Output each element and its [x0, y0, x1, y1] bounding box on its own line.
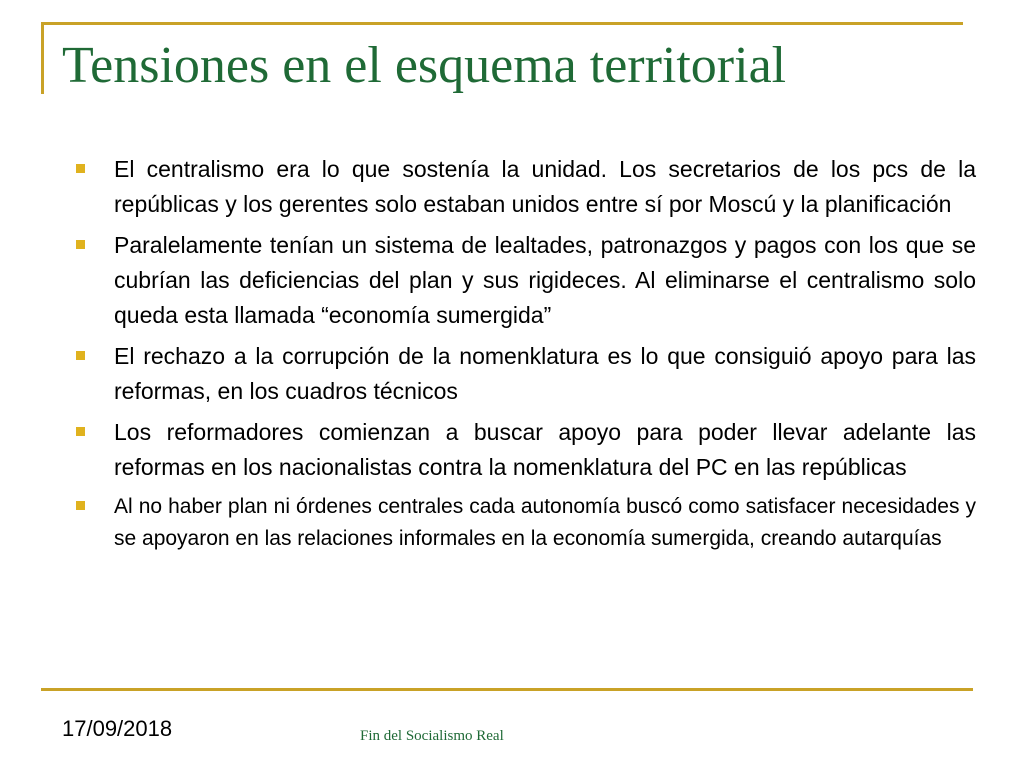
bullet-text: Los reformadores comienzan a buscar apoyo para poder llevar adelante las reformas en los nacionalistas contra la nomenklatura del PC en las repúblicas — [114, 419, 976, 480]
bullet-text: Paralelamente tenían un sistema de lealtades, patronazgos y pagos con los que se cubrían las deficiencias del plan y sus rigideces. Al eliminarse el centralismo solo queda esta llamada “economía sumergida” — [114, 232, 976, 328]
bullet-text: El centralismo era lo que sostenía la unidad. Los secretarios de los pcs de la repúblicas y los gerentes solo estaban unidos entre sí por Moscú y la planificación — [114, 156, 976, 217]
frame-bottom-line — [41, 688, 973, 691]
square-bullet-icon — [76, 164, 85, 173]
footer-title: Fin del Socialismo Real — [360, 728, 504, 744]
bullet-item — [74, 491, 976, 555]
square-bullet-icon — [76, 351, 85, 360]
bullet-item — [74, 152, 976, 222]
footer-date: 17/09/2018 — [62, 716, 173, 741]
bullet-item — [74, 415, 976, 485]
bullet-list — [74, 152, 976, 555]
square-bullet-icon — [76, 427, 85, 436]
square-bullet-icon — [76, 240, 85, 249]
frame-top-line — [41, 22, 963, 25]
bullet-text: El rechazo a la corrupción de la nomenklatura es lo que consiguió apoyo para las reformas, en los cuadros técnicos — [114, 343, 976, 404]
frame-left-line — [41, 22, 44, 94]
slide-title: Tensiones en el esquema territorial — [62, 37, 787, 94]
bullet-item — [74, 339, 976, 409]
bullet-item — [74, 228, 976, 333]
bullet-text: Al no haber plan ni órdenes centrales cada autonomía buscó como satisfacer necesidades y se apoyaron en las relaciones informales en la economía sumergida, creando autarquías — [114, 495, 976, 550]
square-bullet-icon — [76, 501, 85, 510]
